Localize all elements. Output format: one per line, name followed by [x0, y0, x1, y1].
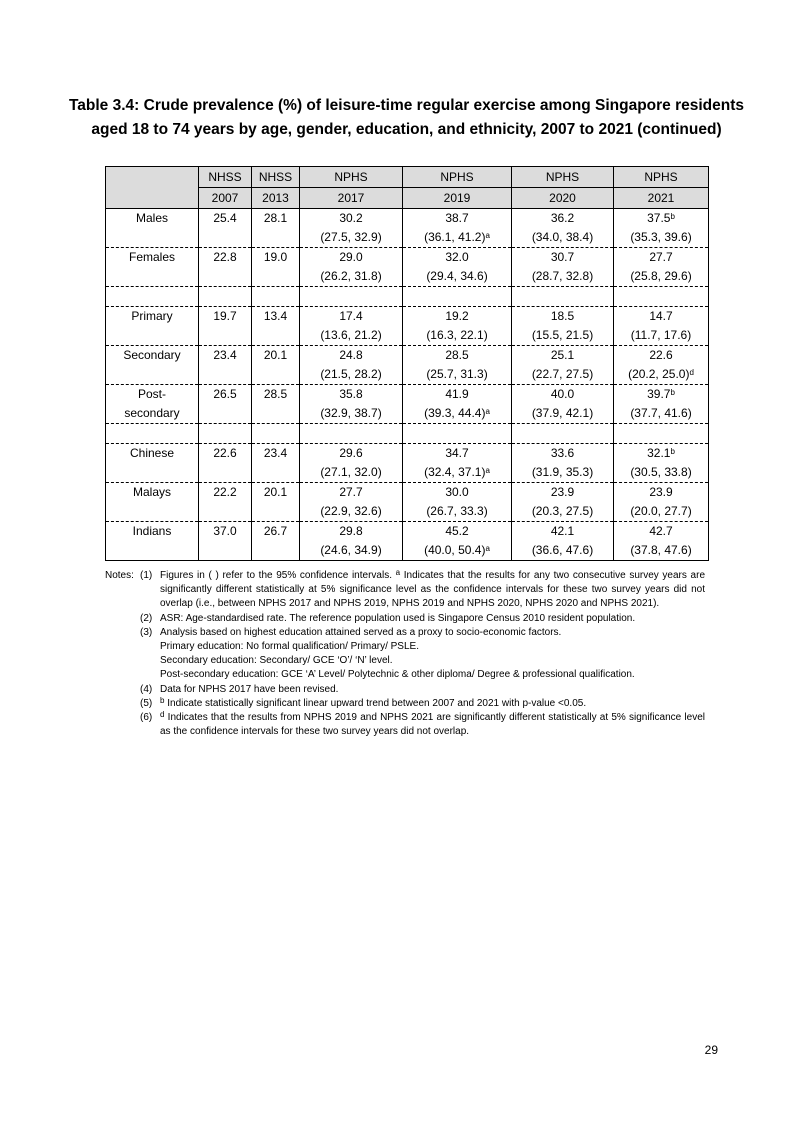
cell-2013: 20.1	[252, 346, 300, 385]
cell-2019: 41.9 (39.3, 44.4)$^a$	[403, 385, 512, 424]
cell-2019: 28.5 (25.7, 31.3)	[403, 346, 512, 385]
row-label: Primary	[106, 307, 199, 346]
cell-2017: 35.8 (32.9, 38.7)	[300, 385, 403, 424]
header-survey: NPHS	[403, 167, 512, 188]
cell-2007: 22.2	[199, 483, 252, 522]
header-survey-row	[106, 167, 709, 188]
header-survey: NHSS	[199, 167, 252, 188]
cell-2013: 20.1	[252, 483, 300, 522]
cell-2017: 29.0 (26.2, 31.8)	[300, 248, 403, 287]
note-4: (4) Data for NPHS 2017 have been revised.	[140, 683, 339, 695]
header-year: 2013	[252, 188, 300, 209]
cell-2020: 30.7 (28.7, 32.8)	[512, 248, 614, 287]
cell-2007: 19.7	[199, 307, 252, 346]
header-year: 2020	[512, 188, 614, 209]
cell-2017: 17.4 (13.6, 21.2)	[300, 307, 403, 346]
note-1: Notes: (1) Figures in ( ) refer to the 95% confidence intervals. $^a$ Indicates that the results for any two consecutive survey years are significantly different statistically at 5% significance level as the confidence intervals for these two survey years did not overlap (i.e., between NPHS 2017 and NPHS 2019, NPHS 2019 and NPHS 2020, NPHS 2020 and NPHS 2021).	[105, 569, 705, 612]
table-title: Table 3.4: Crude prevalence (%) of leisure-time regular exercise among Singapore residents aged 18 to 74 years by age, gender, education, and ethnicity, 2007 to 2021 (continued)	[68, 97, 745, 138]
cell-2007: 22.6	[199, 444, 252, 483]
table-row-malays	[106, 483, 709, 522]
cell-2021: 23.9 (20.0, 27.7)	[614, 483, 709, 522]
cell-2020: 40.0 (37.9, 42.1)	[512, 385, 614, 424]
cell-2020: 23.9 (20.3, 27.5)	[512, 483, 614, 522]
header-survey: NHSS	[252, 167, 300, 188]
table-spacer-row	[106, 287, 709, 307]
cell-2007: 23.4	[199, 346, 252, 385]
row-label: Post- secondary	[106, 385, 199, 424]
cell-2013: 19.0	[252, 248, 300, 287]
row-label: Chinese	[106, 444, 199, 483]
cell-2013: 23.4	[252, 444, 300, 483]
cell-2021: 32.1$^b$ (30.5, 33.8)	[614, 444, 709, 483]
cell-2019: 19.2 (16.3, 22.1)	[403, 307, 512, 346]
cell-2017: 29.6 (27.1, 32.0)	[300, 444, 403, 483]
cell-2021: 37.5$^b$ (35.3, 39.6)	[614, 209, 709, 248]
row-label: Females	[106, 248, 199, 287]
cell-2013: 28.1	[252, 209, 300, 248]
header-corner-cell	[106, 167, 199, 209]
cell-2020: 18.5 (15.5, 21.5)	[512, 307, 614, 346]
table-row-males	[106, 209, 709, 248]
header-year: 2007	[199, 188, 252, 209]
cell-2017: 27.7 (22.9, 32.6)	[300, 483, 403, 522]
cell-2019: 30.0 (26.7, 33.3)	[403, 483, 512, 522]
cell-2020: 42.1 (36.6, 47.6)	[512, 522, 614, 561]
cell-2021: 27.7 (25.8, 29.6)	[614, 248, 709, 287]
header-survey: NPHS	[300, 167, 403, 188]
note-6: (6) $^d$ Indicates that the results from NPHS 2019 and NPHS 2021 are significantly different statistically at 5% significance level as the confidence intervals for these two survey years did not overlap.	[140, 710, 706, 738]
cell-2007: 22.8	[199, 248, 252, 287]
header-survey: NPHS	[614, 167, 709, 188]
cell-2013: 28.5	[252, 385, 300, 424]
table-row-females	[106, 248, 709, 287]
row-label: Secondary	[106, 346, 199, 385]
notes-prefix: Notes:	[105, 570, 134, 581]
cell-2021: 42.7 (37.8, 47.6)	[614, 522, 709, 561]
cell-2019: 38.7 (36.1, 41.2)$^a$	[403, 209, 512, 248]
header-year: 2021	[614, 188, 709, 209]
note-5: (5) $^b$ Indicate statistically significant linear upward trend between 2007 and 2021 with p-value <0.05.	[140, 695, 587, 709]
cell-2020: 25.1 (22.7, 27.5)	[512, 346, 614, 385]
cell-2017: 29.8 (24.6, 34.9)	[300, 522, 403, 561]
header-survey: NPHS	[512, 167, 614, 188]
cell-2021: 22.6 (20.2, 25.0)$^d$	[614, 346, 709, 385]
table-spacer-row	[106, 424, 709, 444]
page-number: 29	[704, 1043, 718, 1057]
note-2: (2) ASR: Age-standardised rate. The reference population used is Singapore Census 2010 resident population.	[140, 612, 636, 624]
cell-2020: 33.6 (31.9, 35.3)	[512, 444, 614, 483]
cell-2021: 14.7 (11.7, 17.6)	[614, 307, 709, 346]
cell-2013: 26.7	[252, 522, 300, 561]
table-notes	[105, 569, 705, 739]
row-label: Males	[106, 209, 199, 248]
table-row-post-secondary	[106, 385, 709, 424]
cell-2017: 30.2 (27.5, 32.9)	[300, 209, 403, 248]
cell-2019: 34.7 (32.4, 37.1)$^a$	[403, 444, 512, 483]
row-label: Indians	[106, 522, 199, 561]
table-row-indians	[106, 522, 709, 561]
cell-2017: 24.8 (21.5, 28.2)	[300, 346, 403, 385]
header-year: 2017	[300, 188, 403, 209]
table-row-secondary	[106, 346, 709, 385]
header-year: 2019	[403, 188, 512, 209]
cell-2019: 32.0 (29.4, 34.6)	[403, 248, 512, 287]
cell-2021: 39.7$^b$ (37.7, 41.6)	[614, 385, 709, 424]
cell-2020: 36.2 (34.0, 38.4)	[512, 209, 614, 248]
cell-2007: 25.4	[199, 209, 252, 248]
table-row-primary	[106, 307, 709, 346]
row-label: Malays	[106, 483, 199, 522]
cell-2019: 45.2 (40.0, 50.4)$^a$	[403, 522, 512, 561]
cell-2013: 13.4	[252, 307, 300, 346]
table-row-chinese	[106, 444, 709, 483]
cell-2007: 26.5	[199, 385, 252, 424]
note-3: (3) Analysis based on highest education attained served as a proxy to socio-economic factors. Primary education: No formal qualification/ Primary/ PSLE. Secondary education: Secondary/ GCE ‘O’/ ‘N’ level. Post-secondary education: GCE ‘A’ Level/ Polytechnic & other diploma/ Degree & professional qualification.	[140, 626, 635, 681]
prevalence-table	[105, 166, 709, 561]
cell-2007: 37.0	[199, 522, 252, 561]
